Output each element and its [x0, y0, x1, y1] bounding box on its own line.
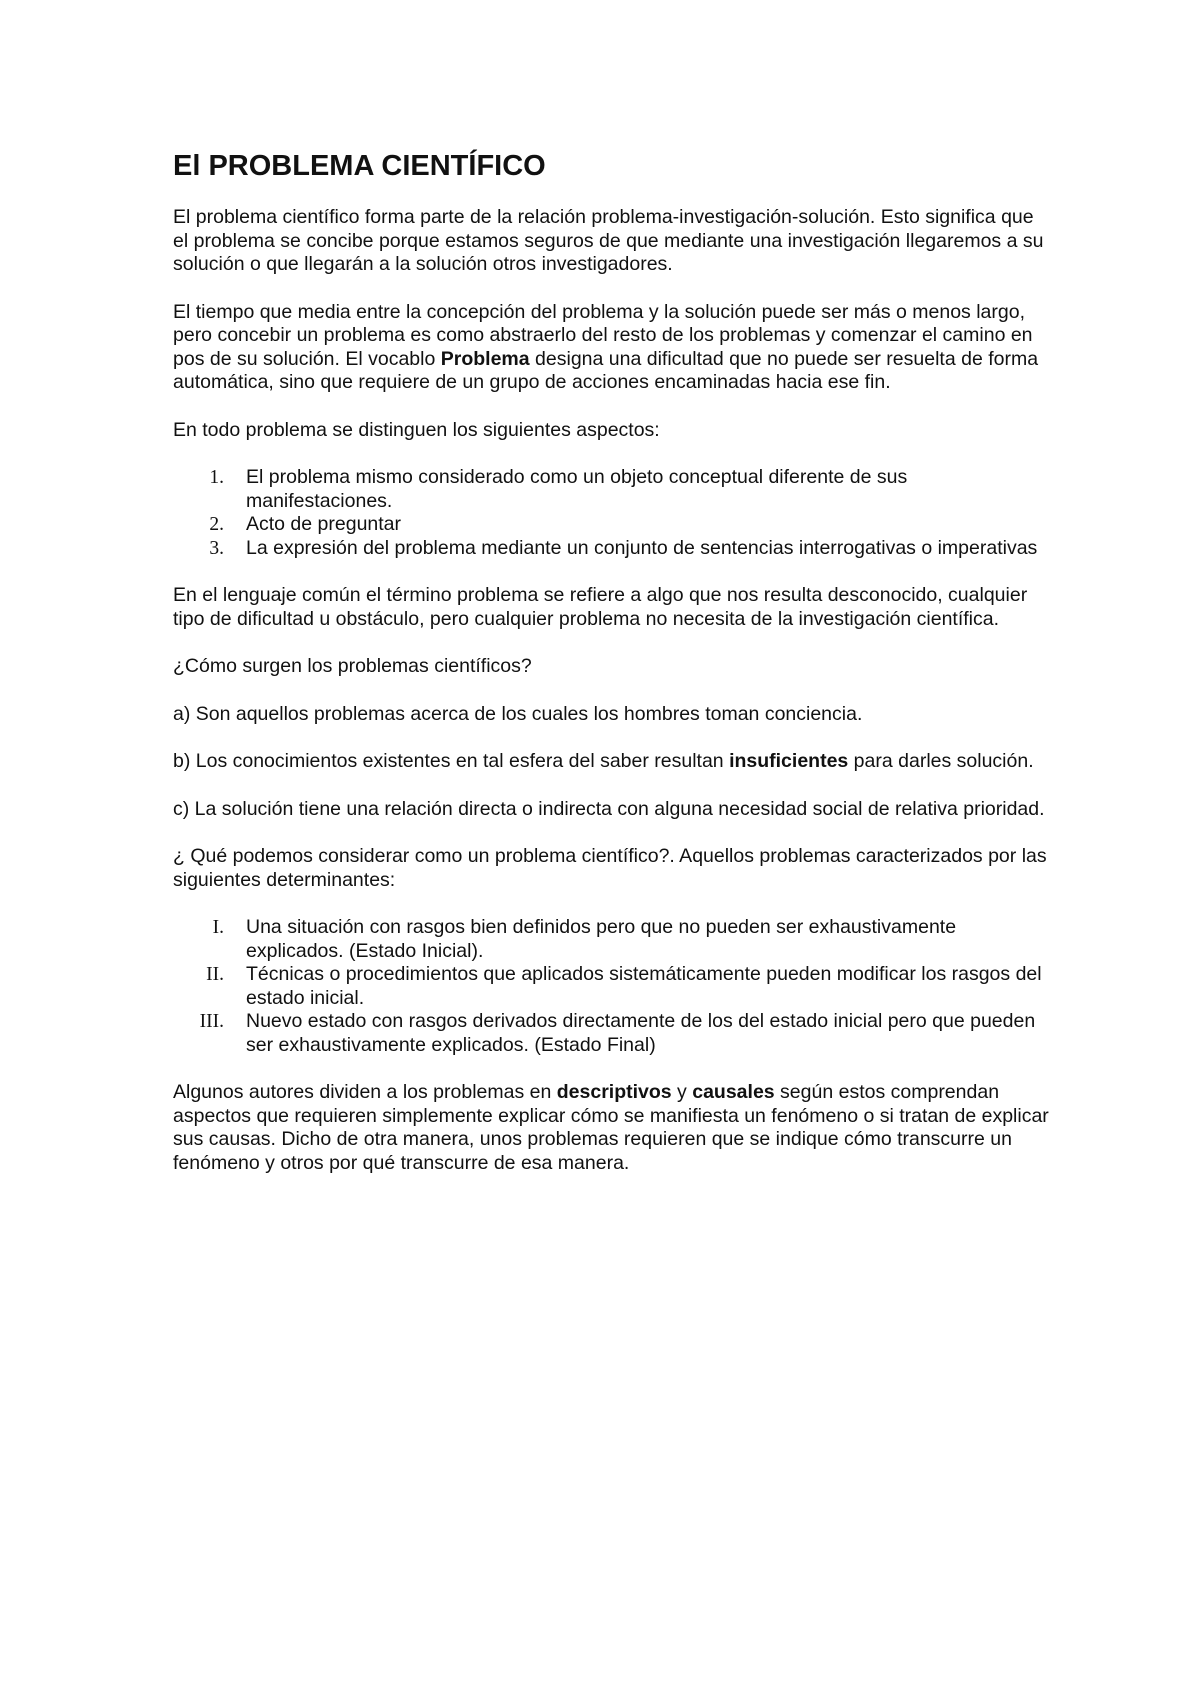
list-marker: II. [206, 964, 224, 985]
paragraph-10 [173, 1081, 1053, 1175]
list-item [173, 1010, 1053, 1057]
aspects-list [173, 466, 1053, 560]
paragraph-2 [173, 301, 1053, 395]
paragraph-2-text-b: designa una dificultad que no puede ser resuelta de forma automática, sino que requiere de un grupo de acciones encaminadas hacia ese fin. [173, 347, 1039, 393]
paragraph-3: En todo problema se distinguen los siguientes aspectos: [173, 418, 660, 441]
list-item [173, 963, 1053, 1010]
paragraph-4: En el lenguaje común el término problema se refiere a algo que nos resulta desconocido, cualquier tipo de dificultad u obstáculo, pero cualquier problema no necesita de la investigación científica. [173, 584, 1028, 630]
paragraph-9: ¿ Qué podemos considerar como un problema científico?. Aquellos problemas caracterizados por las siguientes determinantes: [173, 845, 1047, 891]
list-item-text: Acto de preguntar [246, 513, 402, 535]
determinants-list [173, 916, 1053, 1057]
paragraph-10-text-a: Algunos autores dividen a los problemas en [173, 1081, 557, 1103]
paragraph-7-text-b: para darles solución. [848, 750, 1034, 772]
list-marker: 2. [209, 514, 224, 535]
list-marker: 3. [209, 537, 224, 559]
paragraph-6: a) Son aquellos problemas acerca de los cuales los hombres toman conciencia. [173, 702, 863, 725]
list-marker: III. [199, 1011, 224, 1032]
paragraph-10-bold-2: causales [692, 1081, 775, 1103]
list-marker: 1. [209, 467, 224, 488]
paragraph-8: c) La solución tiene una relación directa o indirecta con alguna necesidad social de relativa prioridad. [173, 797, 1045, 820]
paragraph-10-text-c: según estos comprendan aspectos que requieren simplemente explicar cómo se manifiesta un fenómeno o si tratan de explicar sus causas. Dicho de otra manera, unos problemas requieren que se indique cómo transcurre un fenómeno y otros por qué transcurre de esa manera. [173, 1081, 1049, 1174]
list-item-text: Una situación con rasgos bien definidos pero que no pueden ser exhaustivamente explicados. (Estado Inicial). [246, 916, 957, 962]
list-item [173, 537, 1053, 561]
paragraph-2-bold: Problema [440, 347, 530, 370]
list-item [173, 513, 1053, 537]
list-item-text: Nuevo estado con rasgos derivados directamente de los del estado inicial pero que pueden ser exhaustivamente explicados. (Estado Final) [246, 1010, 1036, 1056]
document-page [173, 150, 1053, 1199]
list-item [173, 466, 1053, 513]
paragraph-1: El problema científico forma parte de la relación problema-investigación-solución. Esto significa que el problema se concibe porque estamos seguros de que mediante una investigación llegaremos a su solución o que llegarán a la solución otros investigadores. [173, 206, 1044, 275]
paragraph-7-bold: insuficientes [729, 750, 849, 772]
document-title: El PROBLEMA CIENTÍFICO [173, 150, 546, 182]
paragraph-7 [173, 750, 1053, 774]
list-item-text: La expresión del problema mediante un conjunto de sentencias interrogativas o imperativas [246, 536, 1038, 559]
paragraph-2-text-a: El tiempo que media entre la concepción del problema y la solución puede ser más o menos largo, pero concebir un problema es como abstraerlo del resto de los problemas y comenzar el camino en pos de su solución. El vocablo [173, 300, 1033, 370]
list-item-text: Técnicas o procedimientos que aplicados sistemáticamente pueden modificar los rasgos del estado inicial. [246, 963, 1042, 1009]
list-item [173, 916, 1053, 963]
paragraph-5: ¿Cómo surgen los problemas científicos? [173, 655, 532, 677]
paragraph-10-bold-1: descriptivos [556, 1081, 672, 1103]
paragraph-10-text-b: y [671, 1081, 693, 1103]
list-marker: I. [212, 917, 224, 938]
paragraph-7-text-a: b) Los conocimientos existentes en tal esfera del saber resultan [173, 750, 730, 772]
list-item-text: El problema mismo considerado como un objeto conceptual diferente de sus manifestaciones. [246, 466, 908, 512]
